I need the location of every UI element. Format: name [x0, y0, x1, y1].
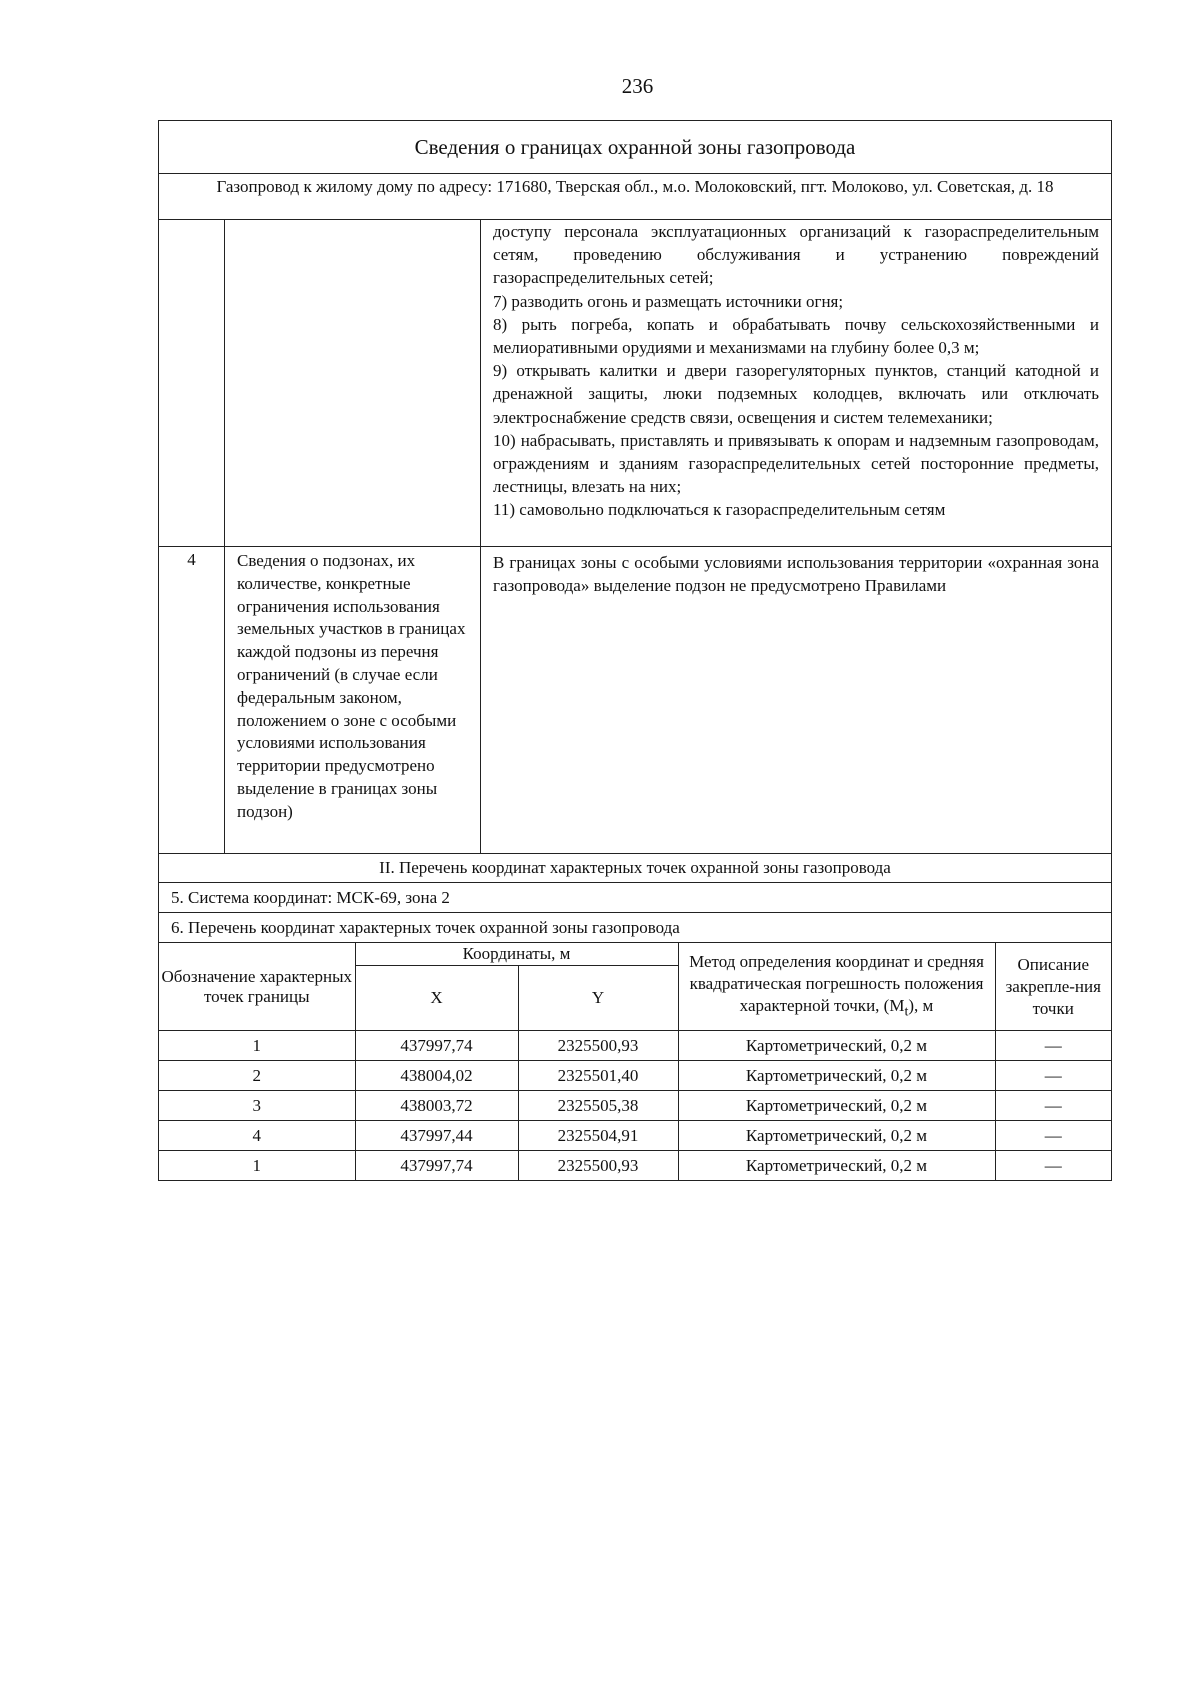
page-number: 236 [621, 74, 654, 98]
method-cell: Картометрический, 0,2 м [678, 1121, 995, 1151]
point-cell: 1 [159, 1031, 355, 1061]
point-cell: 3 [159, 1091, 355, 1121]
row-name-cell [225, 220, 481, 546]
coordinates-table [159, 943, 1111, 1180]
method-cell: Картометрический, 0,2 м [678, 1031, 995, 1061]
zone-info-sheet [158, 120, 1112, 1181]
header-point: Обозначение характерных точек границы [159, 943, 355, 1031]
row-number-cell [159, 220, 225, 546]
x-cell: 437997,74 [355, 1031, 518, 1061]
y-cell: 2325505,38 [518, 1091, 678, 1121]
method-cell: Картометрический, 0,2 м [678, 1151, 995, 1181]
coordinate-system: 5. Система координат: МСК-69, зона 2 [159, 883, 1111, 913]
subzone-name: Сведения о подзонах, их количестве, конкретные ограничения использования земельных участков в границах каждой подзоны из перечня ограничений (в случае если федеральным законом, положением о зоне с особыми условиями использования территории предусмотрено выделение в границах зоны подзон) [225, 547, 481, 853]
restriction-paragraph: доступу персонала эксплуатационных организаций к газораспределительным сетям, проведению обслуживания и устранению повреждений газораспределительных сетей; [493, 222, 1099, 288]
header-method: Метод определения координат и средняя квадратическая погрешность положения характерной точки, $(M_t)$, м [678, 943, 995, 1031]
y-cell: 2325504,91 [518, 1121, 678, 1151]
restriction-paragraph: 7) разводить огонь и размещать источники огня; [493, 291, 844, 311]
restriction-paragraph: 11) самовольно подключаться к газораспределительным сетям [493, 500, 946, 520]
section-title: II. Перечень координат характерных точек охранной зоны газопровода [159, 854, 1111, 883]
description-cell: — [995, 1151, 1111, 1181]
subzone-number: 4 [159, 547, 225, 853]
subzone-text: В границах зоны с особыми условиями использования территории «охранная зона газопровода» выделение подзон не предусмотрено Правилами [493, 553, 1099, 596]
description-cell: — [995, 1091, 1111, 1121]
header-description: Описание закрепле-ния точки [995, 943, 1111, 1031]
restriction-paragraph: 8) рыть погреба, копать и обрабатывать почву сельскохозяйственными и мелиоративными орудиями и механизмами на глубину более 0,3 м; [493, 314, 1099, 358]
description-cell: — [995, 1061, 1111, 1091]
description-cell: — [995, 1121, 1111, 1151]
method-cell: Картометрический, 0,2 м [678, 1091, 995, 1121]
restrictions-continued-row [159, 220, 1111, 547]
restriction-paragraph: 10) набрасывать, приставлять и привязывать к опорам и надземным газопроводам, ограждениям и зданиям газораспределительных сетей посторонние предметы, лестницы, влезать на них; [493, 430, 1099, 497]
table-row [159, 1061, 1111, 1091]
x-cell: 438004,02 [355, 1061, 518, 1091]
x-cell: 438003,72 [355, 1091, 518, 1121]
description-cell: — [995, 1031, 1111, 1061]
table-row [159, 1151, 1111, 1181]
y-cell: 2325500,93 [518, 1151, 678, 1181]
subzone-row [159, 547, 1111, 854]
point-cell: 4 [159, 1121, 355, 1151]
y-cell: 2325500,93 [518, 1031, 678, 1061]
point-cell: 2 [159, 1061, 355, 1091]
restriction-paragraph: 9) открывать калитки и двери газорегуляторных пунктов, станций катодной и дренажной защиты, люки подземных колодцев, включать или отключать электроснабжение средств связи, освещения и систем телемеханики; [493, 361, 1099, 427]
restrictions-text [481, 220, 1111, 546]
coordinates-list-title: 6. Перечень координат характерных точек охранной зоны газопровода [159, 913, 1111, 943]
header-coordinates: Координаты, м [355, 943, 678, 966]
pipeline-address: Газопровод к жилому дому по адресу: 171680, Тверская обл., м.о. Молоковский, пгт. Молоково, ул. Советская, д. 18 [159, 174, 1111, 220]
coordinates-table-wrap [159, 943, 1111, 1180]
y-cell: 2325501,40 [518, 1061, 678, 1091]
header-y: Y [518, 966, 678, 1031]
table-row [159, 1031, 1111, 1061]
document-title: Сведения о границах охранной зоны газопровода [159, 121, 1111, 174]
x-cell: 437997,44 [355, 1121, 518, 1151]
method-cell: Картометрический, 0,2 м [678, 1061, 995, 1091]
table-row [159, 1091, 1111, 1121]
header-x: X [355, 966, 518, 1031]
x-cell: 437997,74 [355, 1151, 518, 1181]
table-row [159, 1121, 1111, 1151]
point-cell: 1 [159, 1151, 355, 1181]
